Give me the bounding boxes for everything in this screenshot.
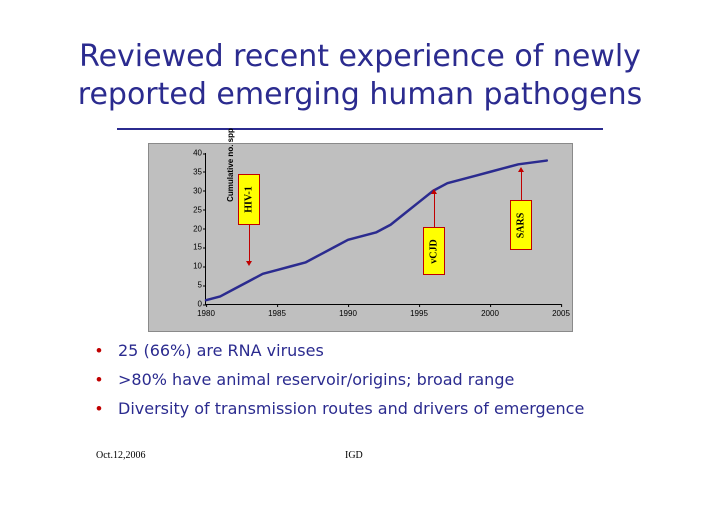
chart-x-tick: 2000: [481, 304, 499, 318]
chart-x-tick: 1980: [197, 304, 215, 318]
chart-y-tick: 5: [176, 281, 206, 290]
annotation-hiv1-arrow-line: [249, 225, 250, 262]
chart-x-tick: 1985: [268, 304, 286, 318]
chart-plot-area: [193, 128, 570, 318]
bullet-marker: •: [96, 341, 102, 360]
annotation-vcjd: [423, 227, 445, 275]
bullet-marker: •: [96, 399, 102, 418]
list-item: [96, 370, 656, 390]
chart-container: [148, 128, 573, 332]
footer-center-label: IGD: [345, 450, 363, 461]
annotation-hiv1-label: HIV-1: [243, 186, 255, 213]
list-item: [96, 399, 656, 419]
chart-y-tick: 30: [176, 186, 206, 195]
chart-x-tick: 1995: [410, 304, 428, 318]
annotation-hiv1: [238, 174, 260, 225]
annotation-hiv1-arrow-head: [246, 261, 252, 266]
annotation-sars-arrow-line: [521, 172, 522, 200]
chart-y-tick: 10: [176, 262, 206, 271]
chart-y-axis-label: Cumulative no. spp: [226, 128, 235, 202]
list-item: [96, 341, 656, 361]
chart-y-tick: 35: [176, 167, 206, 176]
title-divider: [117, 128, 603, 130]
annotation-vcjd-arrow-line: [434, 194, 435, 227]
bullet-text: Diversity of transmission routes and drivers of emergence: [118, 399, 585, 418]
bullet-list: [96, 341, 656, 428]
annotation-vcjd-label: vCJD: [428, 238, 440, 264]
bullet-text: >80% have animal reservoir/origins; broad range: [118, 370, 515, 389]
annotation-sars: [510, 200, 532, 250]
bullet-marker: •: [96, 370, 102, 389]
title-line-2: reported emerging human pathogens: [77, 77, 643, 113]
footer-date: Oct.12,2006: [96, 450, 146, 461]
bullet-text: 25 (66%) are RNA viruses: [118, 341, 324, 360]
chart-x-tick: 2005: [552, 304, 570, 318]
annotation-sars-arrow-head: [518, 167, 524, 172]
chart-y-tick: 15: [176, 243, 206, 252]
annotation-vcjd-arrow-head: [431, 189, 437, 194]
chart-y-tick: 20: [176, 224, 206, 233]
chart-y-tick: 40: [176, 149, 206, 158]
annotation-sars-label: SARS: [515, 212, 527, 238]
chart-y-tick: 25: [176, 205, 206, 214]
page-title: [40, 38, 680, 115]
title-line-1: Reviewed recent experience of newly: [79, 39, 641, 74]
chart-y-tick: 0: [176, 300, 206, 309]
chart-x-tick: 1990: [339, 304, 357, 318]
